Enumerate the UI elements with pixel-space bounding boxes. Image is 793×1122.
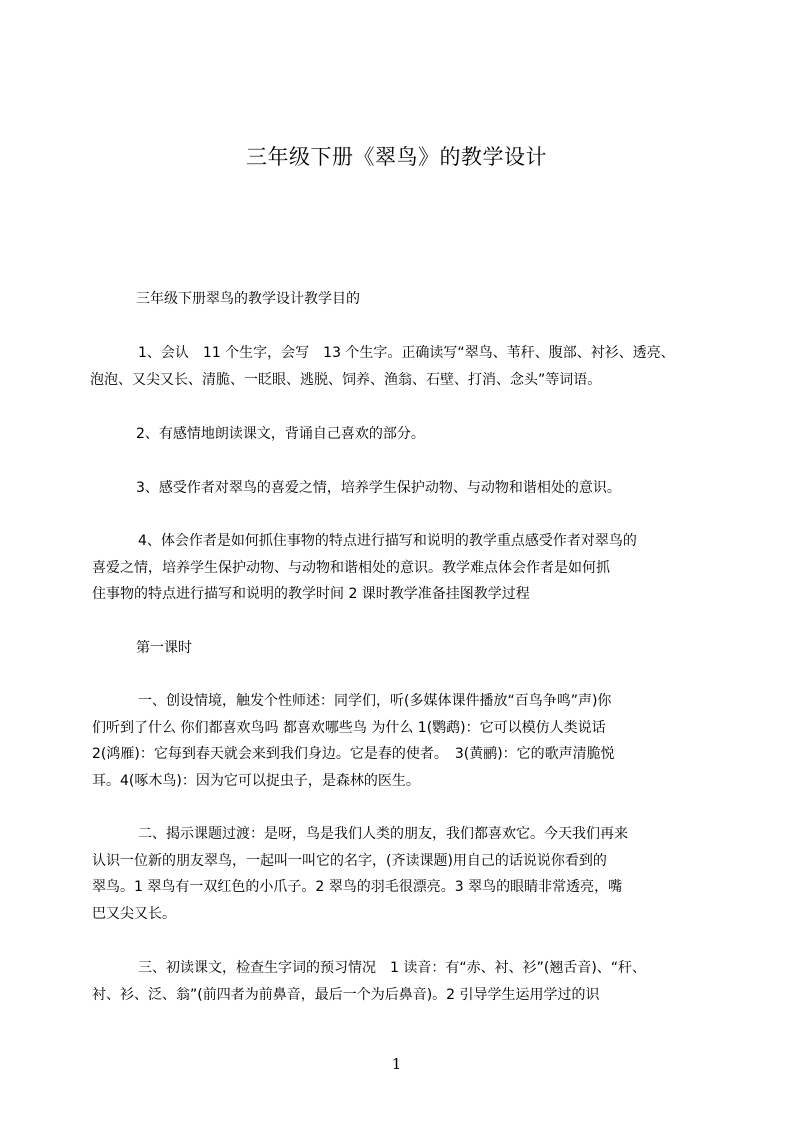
text-line: 三、初读课文，检查生字词的预习情况 1 读音：有“赤、衬、衫”(翘舌音)、“秆、 xyxy=(138,960,647,976)
text-line: 4、体会作者是如何抓住事物的特点进行描写和说明的教学重点感受作者对翠鸟的 xyxy=(138,533,637,549)
text-line: 一、创设情境，触发个性师述：同学们，听(多媒体课件播放“百鸟争鸣”声)你 xyxy=(138,693,612,709)
text-line: 衬、衫、泛、翁”(前四者为前鼻音，最后一个为后鼻音)。2 引导学生运用学过的识 xyxy=(92,986,600,1003)
text-line: 泡泡、又尖又长、清脆、一眨眼、逃脱、饲养、渔翁、石壁、打消、念头”等词语。 xyxy=(90,371,602,388)
text-line: 2、有感情地朗读课文，背诵自己喜欢的部分。 xyxy=(136,426,425,442)
text-line: 翠鸟。1 翠鸟有一双红色的小爪子。2 翠鸟的羽毛很漂亮。3 翠鸟的眼睛非常透亮，嘴 xyxy=(92,879,623,895)
paragraph-objectives-heading xyxy=(136,286,360,313)
text-line: 三年级下册翠鸟的教学设计教学目的 xyxy=(136,291,360,307)
paragraph-section-1 xyxy=(92,688,704,794)
text-line: 喜爱之情，培养学生保护动物、与动物和谐相处的意识。教学难点体会作者是如何抓 xyxy=(92,559,610,576)
page-number: 1 xyxy=(391,1055,402,1073)
paragraph-objective-1 xyxy=(90,340,724,393)
text-line: 认识一位新的朋友翠鸟，一起叫一叫它的名字，(齐读课题)用自己的话说说你看到的 xyxy=(92,852,607,869)
paragraph-lesson-one-heading xyxy=(136,635,192,662)
text-line: 第一课时 xyxy=(136,640,192,656)
text-line: 1、会认 11 个生字，会写 13 个生字。正确读写“翠鸟、苇秆、腹部、衬衫、透亮、 xyxy=(138,345,675,361)
paragraph-objective-4 xyxy=(92,528,708,608)
text-line: 耳。4(啄木鸟)：因为它可以捉虫子，是森林的医生。 xyxy=(92,772,420,789)
text-line: 住事物的特点进行描写和说明的教学时间 2 课时教学准备挂图教学过程 xyxy=(92,586,530,602)
text-line: 2(鸿雁)：它每到春天就会来到我们身边。它是春的使者。 3(黄鹂)：它的歌声清脆悦 xyxy=(92,746,615,762)
paragraph-section-3 xyxy=(92,955,724,1008)
text-line: 二、揭示课题过渡：是呀，鸟是我们人类的朋友，我们都喜欢它。今天我们再来 xyxy=(138,826,628,842)
text-line: 3、感受作者对翠鸟的喜爱之情，培养学生保护动物、与动物和谐相处的意识。 xyxy=(136,480,621,496)
paragraph-objective-2 xyxy=(136,421,425,448)
paragraph-section-2 xyxy=(92,821,704,927)
document-title: 三年级下册《翠鸟》的教学设计 xyxy=(246,145,547,169)
text-line: 巴又尖又长。 xyxy=(92,905,176,922)
text-line: 们听到了什么 你们都喜欢鸟吗 都喜欢哪些鸟 为什么 1(鹦鹉)：它可以模仿人类说话 xyxy=(92,719,606,736)
paragraph-objective-3 xyxy=(136,475,621,502)
